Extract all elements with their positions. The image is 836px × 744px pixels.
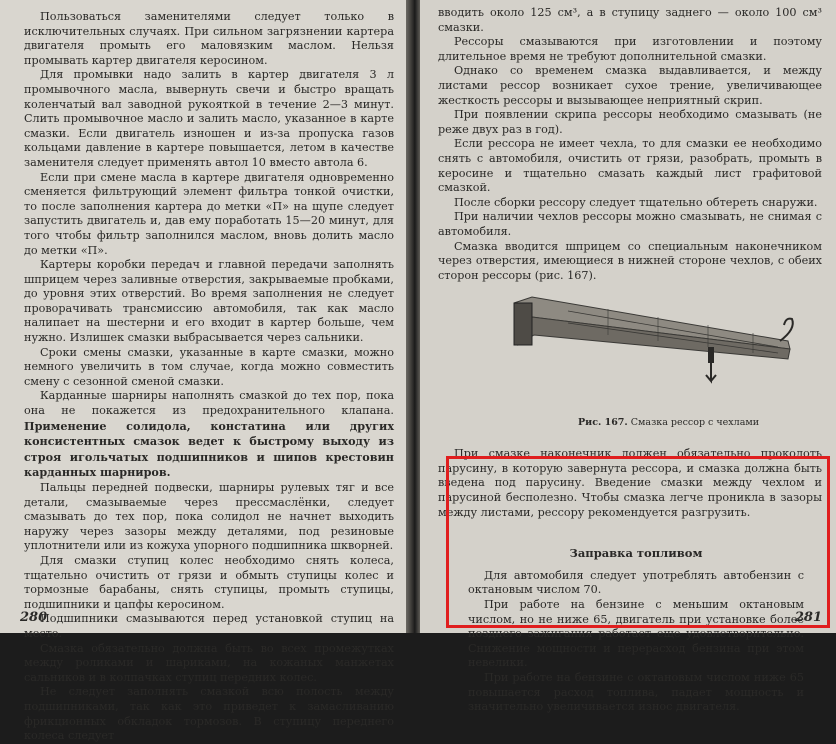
paragraph: При смазке наконечник должен обязательно проколоть парусину, в которую завернута рессора, и смазка должна быть введена под парусину. Введение смазки между чехлом и парусиной бесполезно. Чтобы смазка легче проникла в зазоры между листами, рессору рекомендуется разгрузить. bbox=[438, 447, 822, 519]
bold-warning: Применение солидола, констатина или других консистентных смазок ведет к быстрому выходу из строя игольчатых подшипников и шипов крестовин карданных шарниров. bbox=[24, 418, 394, 480]
paragraph: Если рессора не имеет чехла, то для смазки ее необходимо снять с автомобиля, очистить от грязи, разобрать, промыть в керосине и тщательно смазать каждый лист графитовой смазкой. bbox=[438, 137, 822, 195]
paragraph: При работе на бензине с меньшим октановым числом, но не ниже 65, двигатель при установке более позднего зажигания работает еще удовлетворительно. Снижение мощности и перерасход бензина при этом невелики. bbox=[468, 598, 804, 670]
paragraph: Смазка обязательно должна быть во всех промежутках между роликами и шариками, на кожаных манжетах сальников и в колпачках ступиц передних колес. bbox=[24, 641, 394, 684]
figure-number: Рис. 167. bbox=[578, 417, 628, 429]
paragraph: При работе на бензине с октановым числом ниже 65 повышается расход топлива, падает мощность и значительно увеличивается износ двигателя. bbox=[468, 671, 804, 714]
paragraph bbox=[24, 389, 394, 481]
paragraph: Для смазки ступиц колес необходимо снять колеса, тщательно очистить от грязи и обмыть ступицы колес и тормозные барабаны, снять ступицы, промыть ступицы, подшипники и цапфы керосином. bbox=[24, 553, 394, 611]
section-title: Заправка топливом bbox=[569, 546, 703, 561]
paragraph: Однако со временем смазка выдавливается, и между листами рессор возникает сухое трение, увеличивающее жесткость рессоры и вызывающее неприятный скрип. bbox=[438, 64, 822, 107]
paragraph: Подшипники смазываются перед установкой ступиц на место. bbox=[24, 612, 394, 640]
figure-caption bbox=[578, 417, 759, 428]
leaf-spring-illustration bbox=[508, 289, 798, 409]
page-number: 280 bbox=[20, 610, 48, 625]
highlight-box bbox=[446, 456, 830, 628]
paragraph: После сборки рессору следует тщательно обтереть снаружи. bbox=[454, 195, 818, 209]
paragraph: Если при смене масла в картере двигателя одновременно сменяется фильтрующий элемент фильтра тонкой очистки, то после заполнения картера до метки «П» на щупе следует запустить двигатель и, дав ему поработать 15—20 минут, для того чтобы фильтр заполнился маслом, вновь долить масло до метки «П». bbox=[24, 170, 394, 257]
paragraph: Пользоваться заменителями следует только в исключительных случаях. При сильном загрязнении картера двигателя промыть его маловязким маслом. Нельзя промывать картер двигателя керосином. bbox=[24, 10, 394, 67]
paragraph: При появлении скрипа рессоры необходимо смазывать (не реже двух раз в год). bbox=[438, 108, 822, 136]
figure-caption-text: Смазка рессор с чехлами bbox=[630, 417, 760, 429]
paragraph: Пальцы передней подвески, шарниры рулевых тяг и все детали, смазываемые через прессмаслёнки, следует смазывать до тех пор, пока солидол не начнет выходить наружу через зазоры между деталями, под резиновые уплотнители или из кожуха упорного подшипника шкворней. bbox=[24, 481, 394, 553]
paragraph: Для автомобиля следует употреблять автобензин с октановым числом 70. bbox=[468, 568, 804, 597]
left-page bbox=[0, 0, 408, 743]
paragraph: Для промывки надо залить в картер двигателя 3 л промывочного масла, вывернуть свечи и быстро вращать коленчатый вал заводной рукояткой в течение 2—3 минут. Слить промывочное масло и залить масло, указанное в карте смазки. Если двигатель изношен и из-за пропуска газов кольцами давление в картере повышается, летом в качестве заменителя следует применять автол 10 вместо автола 6. bbox=[24, 68, 394, 169]
paragraph: вводить около 125 см³, а в ступицу заднего — около 100 см³ смазки. bbox=[438, 6, 822, 34]
paragraph: При наличии чехлов рессоры можно смазывать, не снимая с автомобиля. bbox=[438, 210, 822, 238]
paragraph: Картеры коробки передач и главной передачи заполнять шприцем через заливные отверстия, закрываемые пробками, до уровня этих отверстий. Во время заполнения не следует проворачивать трансмиссию автомобиля, так как масло налипает на шестерни и его входит в картер больше, чем нужно. Излишек смазки выбрасывается через сальники. bbox=[24, 258, 394, 345]
paragraph: Не следует заполнять смазкой всю полость между подшипниками, так как это приведет к замасливанию фрикционных обкладок тормозов. В ступицу переднего колеса следует bbox=[24, 685, 394, 743]
paragraph: Сроки смены смазки, указанные в карте смазки, можно немного увеличить в том случае, когда можно совместить смену с сезонной сменой смазки. bbox=[24, 345, 394, 388]
figure-167 bbox=[438, 289, 822, 439]
paragraph-text: Карданные шарниры наполнять смазкой до тех пор, пока она не покажется из предохранительного клапана. bbox=[24, 389, 394, 418]
paragraph: Рессоры смазываются при изготовлении и поэтому длительное время не требуют дополнительной смазки. bbox=[438, 35, 822, 63]
paragraph: Смазка вводится шприцем со специальным наконечником через отверстия, имеющиеся в нижней стороне чехлов, с обеих сторон рессоры (рис. 167). bbox=[438, 239, 822, 282]
page-number: 281 bbox=[794, 610, 822, 625]
